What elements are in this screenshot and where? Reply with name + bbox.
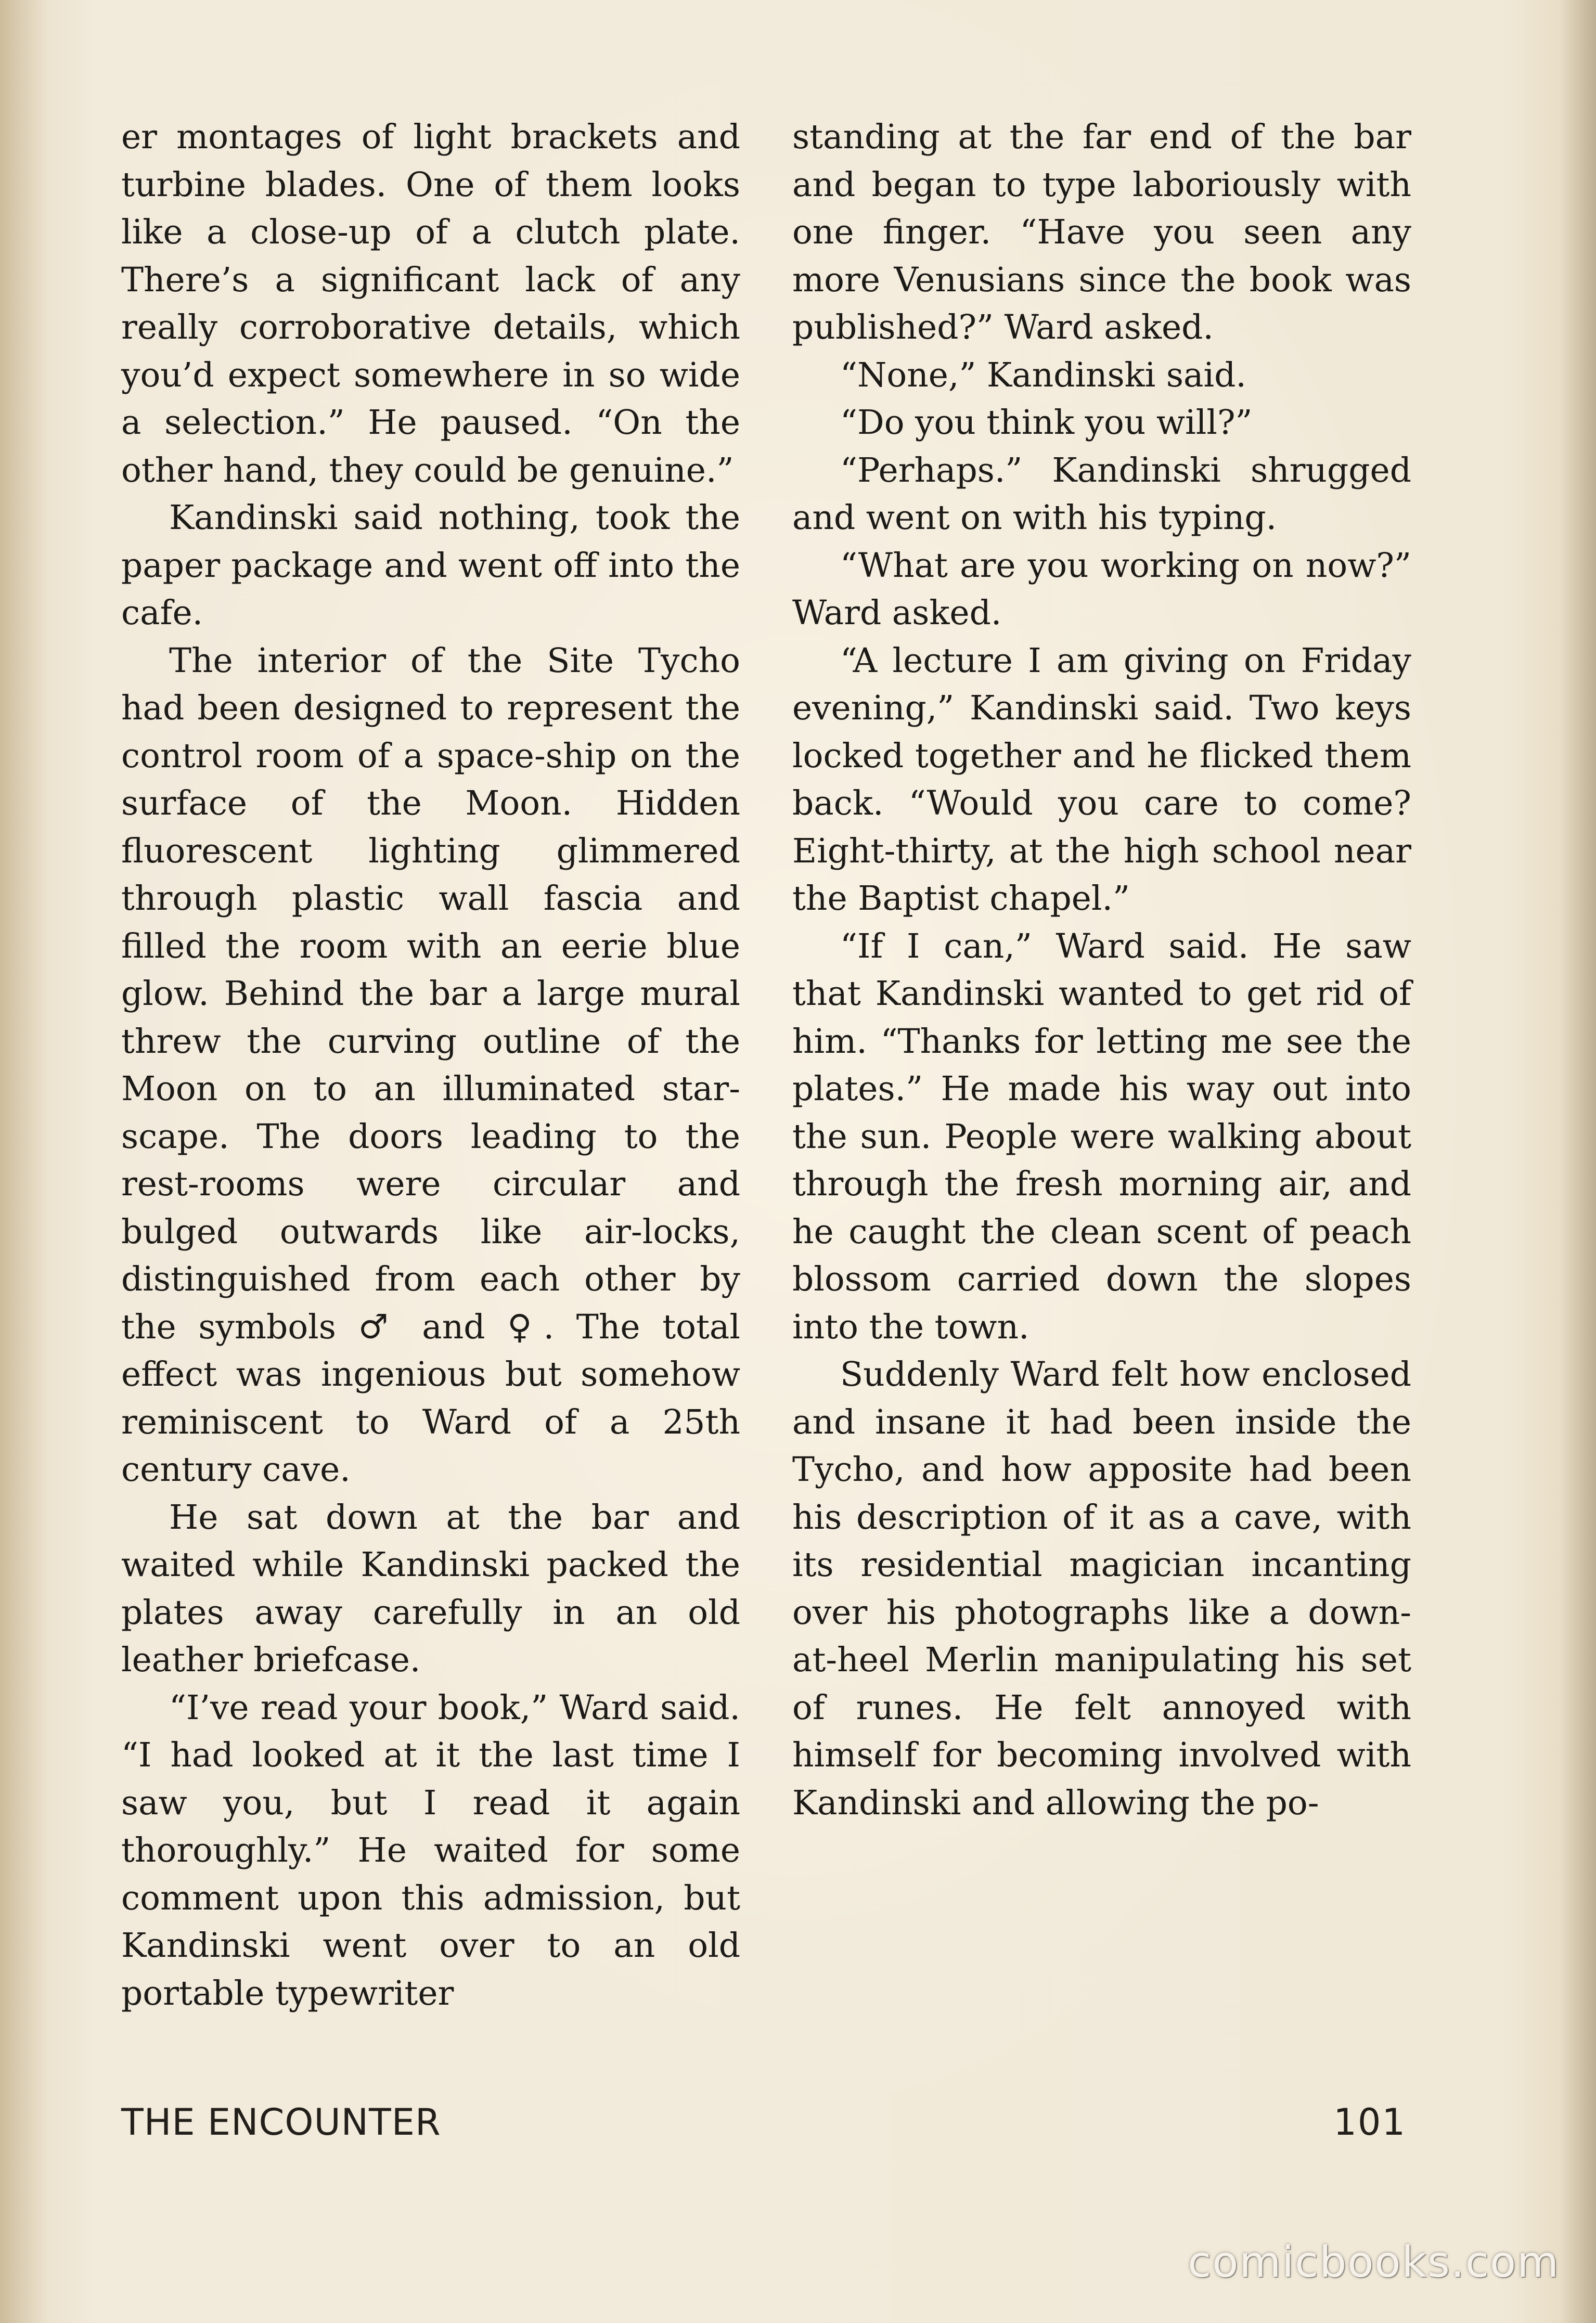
- paragraph: Suddenly Ward felt how enclosed and insane it had been inside the Tycho, and how apposite had been his description of it as a cave, with its residential magician incanting over his photographs like a down-at-heel Merlin manipulating his set of runes. He felt annoyed with himself for becoming involved with Kandinski and allowing the po-: [792, 1355, 1411, 1823]
- paragraph: “I’ve read your book,” Ward said. “I had looked at it the last time I saw you, but I read it again thoroughly.” He waited for some comment upon this admission, but Kandinski went over to an old portable typewriter: [121, 1688, 740, 2013]
- paragraph: Kandinski said nothing, took the paper package and went off into the cafe.: [121, 498, 740, 633]
- page-number: 101: [1333, 2101, 1406, 2144]
- paragraph: The interior of the Site Tycho had been designed to represent the control room of a space-ship on the surface of the Moon. Hidden fluorescent lighting glimmered through plastic wall fascia and filled the room with an eerie blue glow. Behind the bar a large mural threw the curving outline of the Moon on to an illuminated star-scape. The doors leading to the rest-rooms were circular and bulged outwards like air-locks, distinguished from each other by the symbols ♂ and ♀. The total effect was ingenious but somehow reminiscent to Ward of a 25th century cave.: [121, 641, 740, 1489]
- page-edge-shadow-left: [0, 0, 47, 2323]
- paragraph: “Do you think you will?”: [840, 403, 1253, 442]
- paragraph: er montages of light brackets and turbine blades. One of them looks like a close-up of a clutch plate. There’s a significant lack of any really corroborative details, which you’d expect somewhere in so wide a selection.” He paused. “On the other hand, they could be genuine.”: [121, 118, 740, 490]
- paragraph: “A lecture I am giving on Friday evening,” Kandinski said. Two keys locked together and he flicked them back. “Would you care to come? Eight-thirty, at the high school near the Baptist chapel.”: [792, 641, 1411, 918]
- paragraph: standing at the far end of the bar and began to type laboriously with one finger. “Have you seen any more Venusians since the book was published?” Ward asked.: [792, 118, 1411, 347]
- left-text-column: [121, 113, 740, 2017]
- page-footer: [121, 2096, 1406, 2148]
- paragraph: “If I can,” Ward said. He saw that Kandinski wanted to get rid of him. “Thanks for letting me see the plates.” He made his way out into the sun. People were walking about through the fresh morning air, and he caught the clean scent of peach blossom carried down the slopes into the town.: [792, 926, 1411, 1347]
- watermark: comicbooks.com: [1188, 2238, 1560, 2287]
- paragraph: “What are you working on now?” Ward asked.: [792, 546, 1411, 633]
- page-edge-shadow-right: [1560, 0, 1596, 2323]
- paragraph: “None,” Kandinski said.: [840, 355, 1246, 395]
- paragraph: “Perhaps.” Kandinski shrugged and went on with his typing.: [792, 450, 1411, 537]
- right-text-column: [792, 113, 1411, 1827]
- running-title: THE ENCOUNTER: [121, 2101, 441, 2144]
- paragraph: He sat down at the bar and waited while Kandinski packed the plates away carefully in an old leather briefcase.: [121, 1498, 740, 1680]
